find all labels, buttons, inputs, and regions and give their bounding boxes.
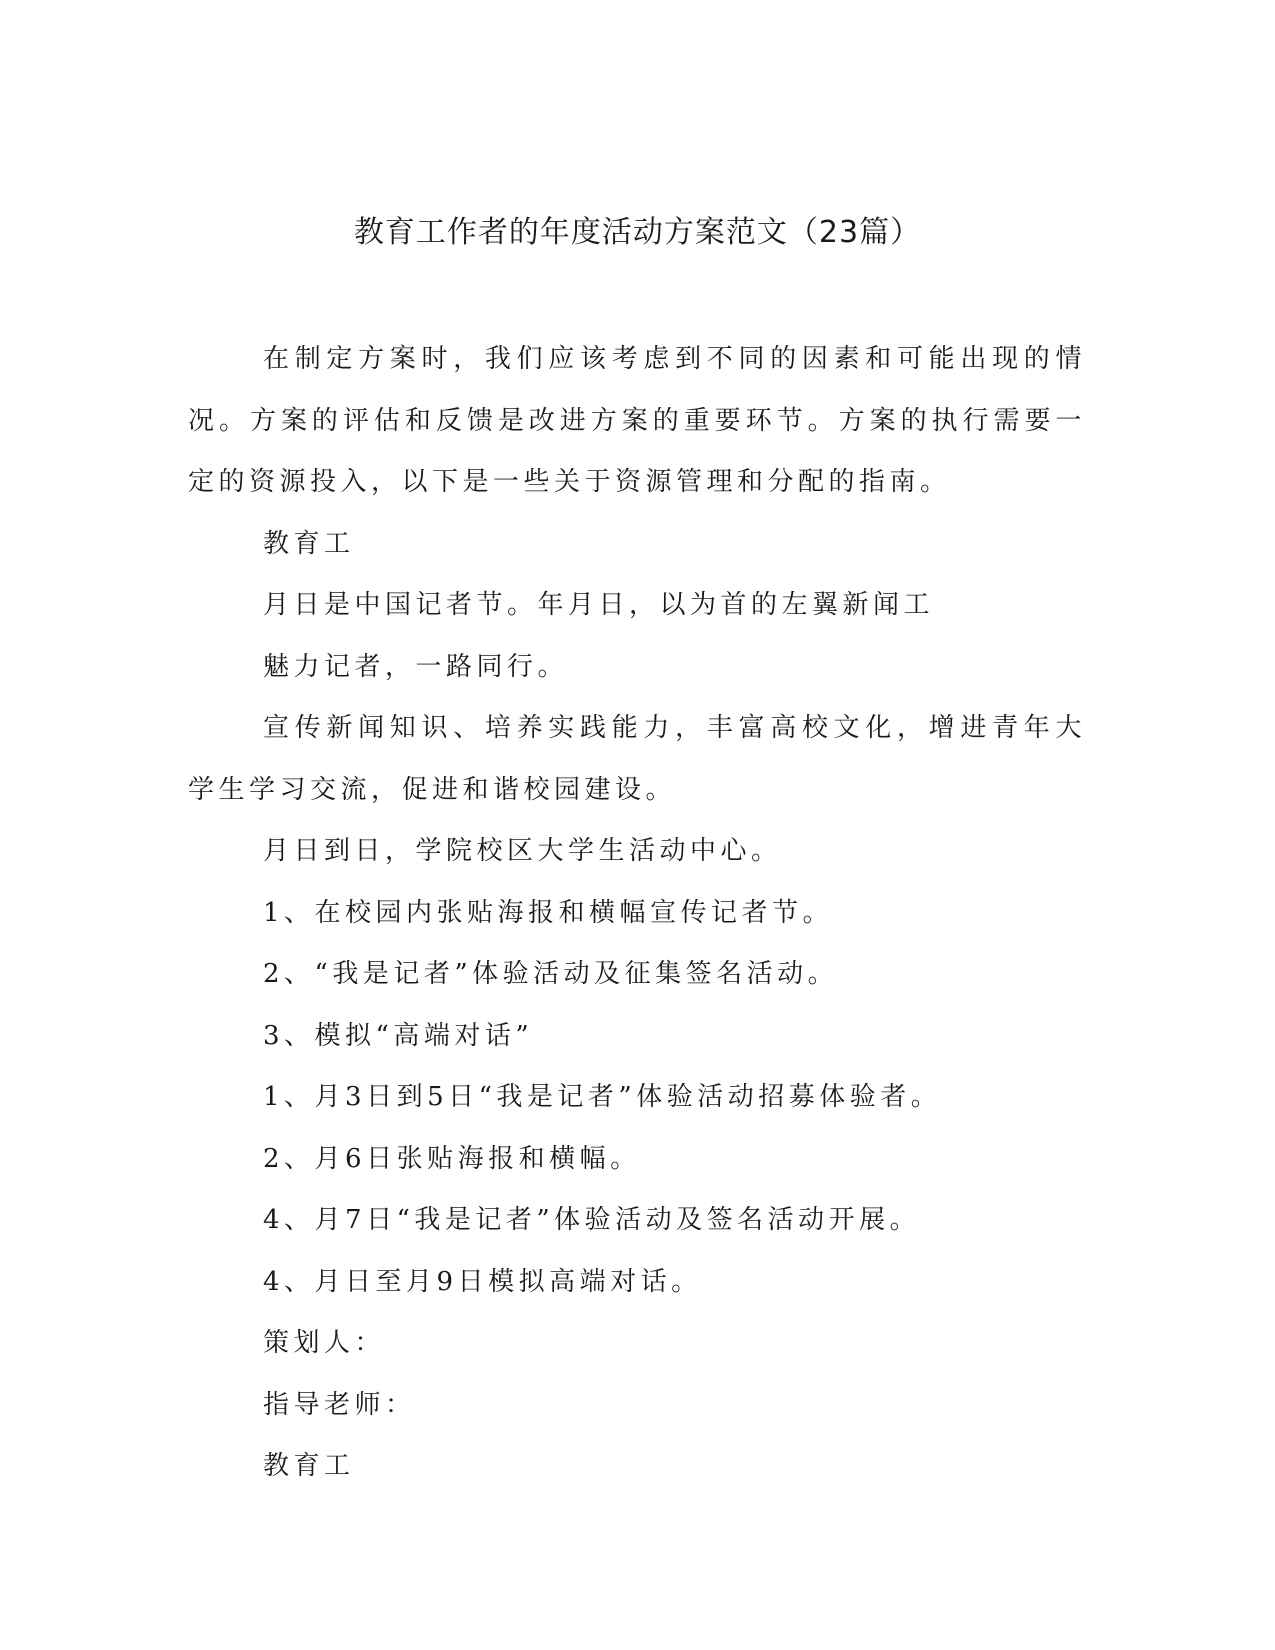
activity-item: 1、在校园内张贴海报和横幅宣传记者节。 [263,897,834,928]
activity-item: 2、“我是记者”体验活动及征集签名活动。 [263,959,839,989]
intro-paragraph: 在制定方案时，我们应该考虑到不同的因素和可能出现的情况。方案的评估和反馈是改进方案的重要环节。方案的执行需要一定的资源投入，以下是一些关于资源管理和分配的指南。 [188,344,1086,497]
section-heading: 教育工 [263,528,355,559]
advisor-label: 指导老师： [263,1389,416,1420]
document-body [188,329,1086,1498]
planner-label: 策划人： [263,1328,386,1358]
time-location-paragraph: 月日到日，学院校区大学生活动中心。 [263,836,782,866]
activity-item: 3、模拟“高端对话” [263,1020,534,1051]
background-paragraph: 月日是中国记者节。年月日，以为首的左翼新闻工 [263,590,935,620]
section-heading: 教育工 [263,1451,355,1481]
schedule-item: 4、月日至月9日模拟高端对话。 [263,1266,702,1297]
schedule-item: 1、月3日到5日“我是记者”体验活动招募体验者。 [263,1082,942,1112]
document-title: 教育工作者的年度活动方案范文（23篇） [353,215,922,250]
schedule-item: 2、月6日张贴海报和横幅。 [263,1143,641,1174]
schedule-item: 4、月7日“我是记者”体验活动及签名活动开展。 [263,1205,921,1235]
purpose-paragraph: 宣传新闻知识、培养实践能力，丰富高校文化，增进青年大学生学习交流，促进和谐校园建设。 [188,713,1086,805]
theme-paragraph: 魅力记者，一路同行。 [263,651,569,682]
